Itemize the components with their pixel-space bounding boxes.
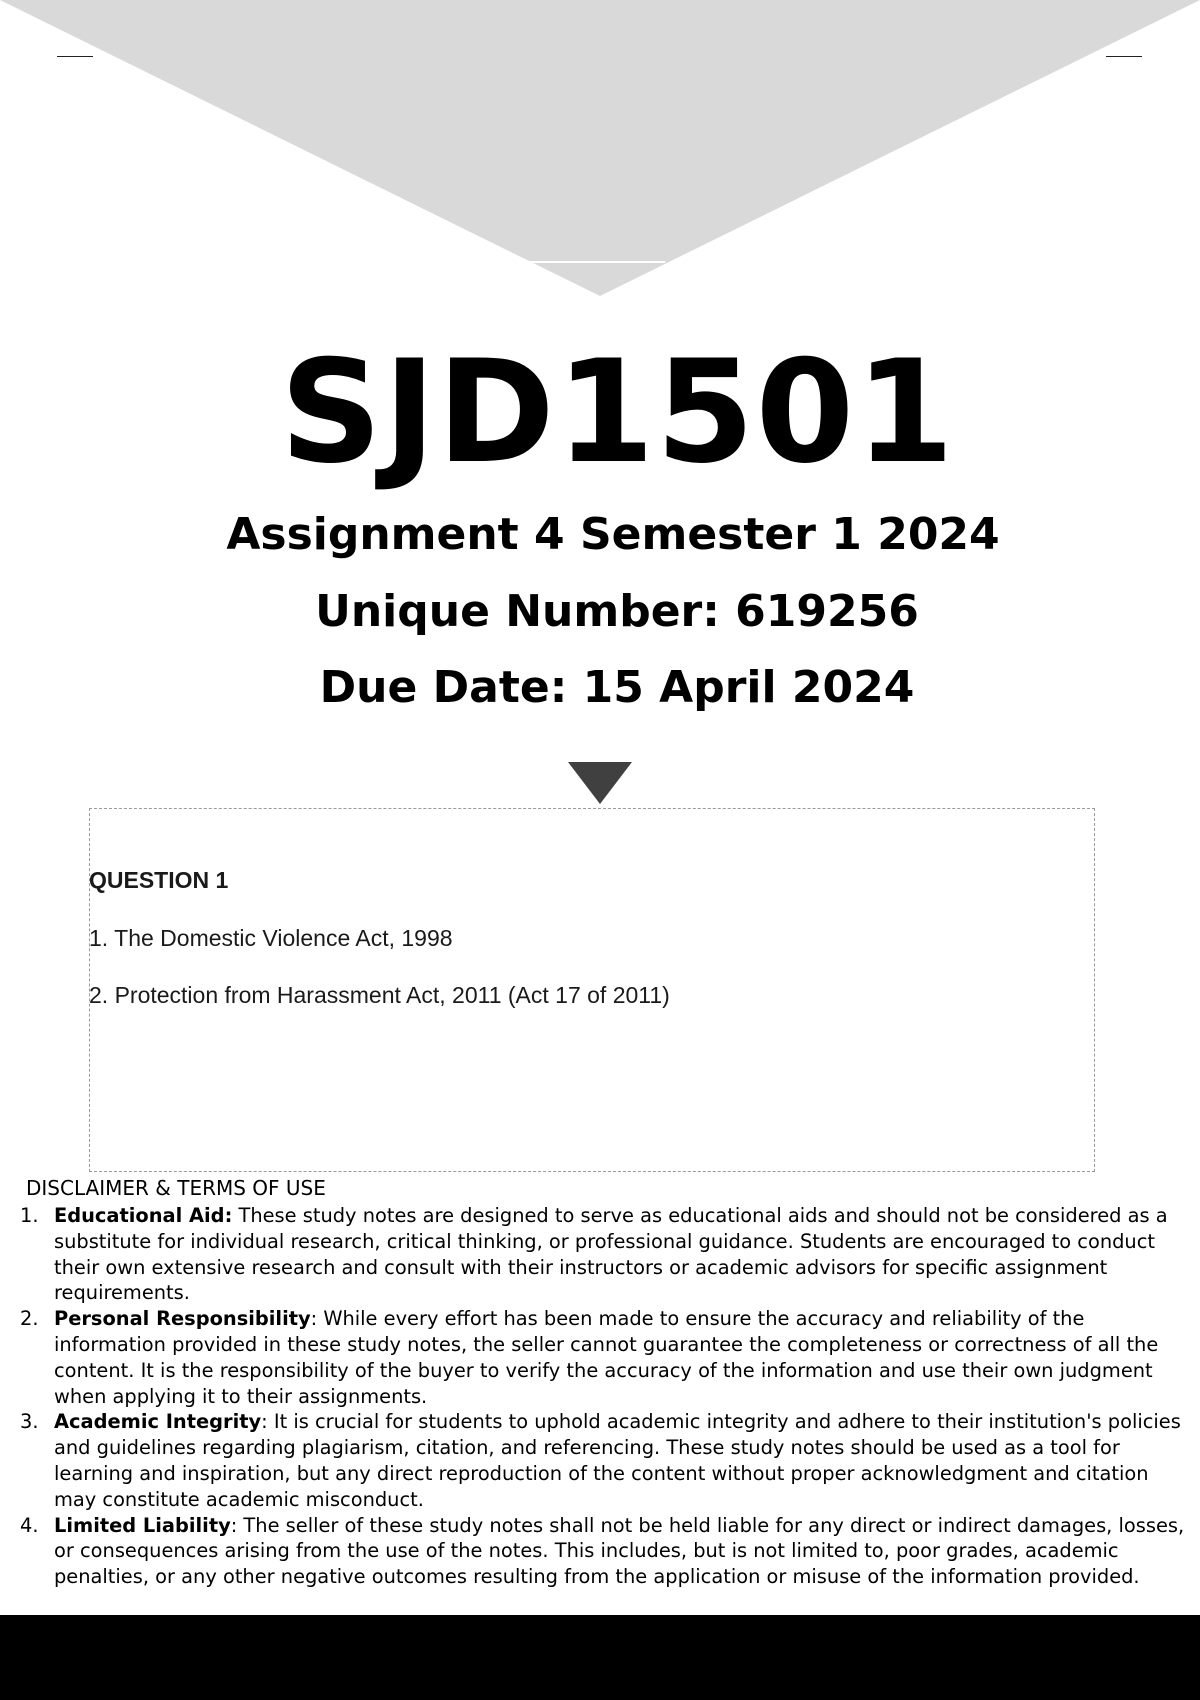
term-item-personal-responsibility — [16, 1306, 1186, 1409]
term-label: Personal Responsibility — [54, 1307, 311, 1331]
due-date: Due Date: 15 April 2024 — [319, 662, 915, 713]
term-number: 2. — [20, 1307, 39, 1331]
unique-number: Unique Number: 619256 — [315, 586, 919, 637]
term-label: Limited Liability — [54, 1513, 231, 1537]
term-label: Academic Integrity — [54, 1410, 262, 1434]
term-text: : While every effort has been made to ensure the accuracy and reliability of the information provided in these study notes, the seller cannot guarantee the completeness or correctness of all the content. It is the responsibility of the buyer to verify the accuracy of the information and use their own judgment when applying it to their assignments. — [54, 1307, 1159, 1408]
term-number: 1. — [20, 1204, 39, 1227]
term-number: 4. — [20, 1513, 39, 1537]
course-code-title: SJD1501 — [279, 330, 956, 495]
term-number: 3. — [20, 1410, 39, 1434]
header-chevron-graphic — [0, 0, 1200, 300]
term-text: : It is crucial for students to uphold academic integrity and adhere to their institution's policies and guidelines regarding plagiarism, citation, and referencing. These study notes should be used as a tool for learning and inspiration, but any direct reproduction of the content without proper acknowledgment and citation may constitute academic misconduct. — [54, 1410, 1181, 1511]
question-item: 1. The Domestic Violence Act, 1998 — [89, 925, 453, 951]
disclaimer-title: DISCLAIMER & TERMS OF USE — [26, 1176, 326, 1200]
term-text: : The seller of these study notes shall not be held liable for any direct or indirect damages, losses, or consequences arising from the use of the notes. This includes, but is not limited to, poor grades, academic penalties, or any other negative outcomes resulting from the application or misuse of the information provided. — [54, 1513, 1185, 1589]
term-item-academic-integrity — [16, 1409, 1186, 1512]
term-item-educational-aid — [16, 1203, 1186, 1306]
term-text: These study notes are designed to serve as educational aids and should not be considered as a substitute for individual research, critical thinking, or professional guidance. Students are encouraged to conduct their own extensive research and consult with their instructors or academic advisors for specific assignment requirements. — [54, 1204, 1168, 1305]
corner-mark-right — [1106, 56, 1142, 57]
down-arrow-icon — [568, 762, 632, 804]
corner-mark-left — [57, 56, 93, 57]
terms-list — [16, 1203, 1186, 1590]
question-item: 2. Protection from Harassment Act, 2011 (Act 17 of 2011) — [89, 982, 670, 1008]
assignment-subtitle: Assignment 4 Semester 1 2024 — [226, 509, 1000, 560]
term-label: Educational Aid: — [54, 1204, 233, 1227]
question-heading: QUESTION 1 — [89, 867, 229, 893]
term-item-limited-liability — [16, 1513, 1186, 1590]
bottom-bar — [0, 1615, 1200, 1700]
